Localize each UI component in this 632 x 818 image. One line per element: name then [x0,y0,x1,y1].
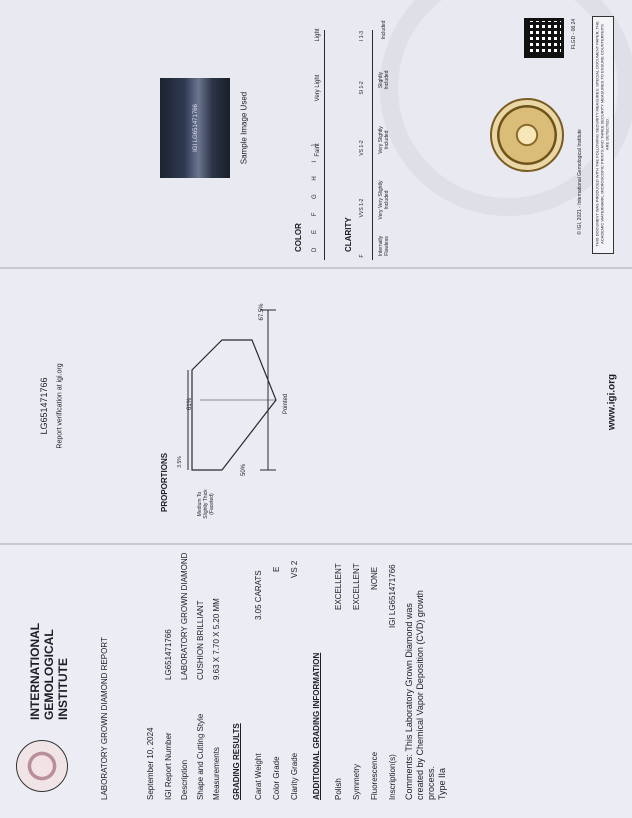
row-label-clarity: Clarity Grade [290,752,299,800]
color-grades: D E F G H I J [312,138,318,252]
igi-gold-seal [490,98,564,172]
clarity-grade-i: I 1-3 [359,30,365,42]
color-heading: COLOR [294,223,303,252]
row-value-polish: EXCELLENT [334,563,343,610]
proportions-diagram [180,296,300,496]
row-value-shape: CUSHION BRILLIANT [196,600,205,680]
sample-image-caption: Sample Image Used [239,91,249,165]
clarity-grade-vs: VS 1-2 [359,140,365,156]
row-label-shape: Shape and Cutting Style [196,713,205,800]
color-scale-line [324,30,325,260]
qr-code[interactable] [524,18,564,58]
form-code: FLGD - 08.24 [571,18,577,50]
clarity-desc-if: Internally Flawless [378,235,390,257]
additional-grading-heading: ADDITIONAL GRADING INFORMATION [312,652,321,800]
clarity-heading: CLARITY [344,217,353,252]
report-date: September 10, 2024 [146,727,155,800]
proportions-heading: PROPORTIONS [160,452,169,512]
row-value-inscription: IGI LG651471766 [388,564,397,628]
copyright: © IGI, 2021 - International Gemological Institute [577,129,583,235]
girdle-label: Medium To Slightly Thick (Faceted) [197,489,215,519]
clarity-grade-vvs: VVS 1-2 [359,198,365,218]
fold-line [0,267,632,269]
verification-note: Report verification at igi.org [56,363,64,449]
igi-logo [16,740,68,792]
girdle-percentage: 3.5% [177,456,183,468]
row-label-measurements: Measurements [212,747,221,800]
row-label-description: Description [180,759,189,800]
row-label-polish: Polish [334,778,343,800]
row-value-clarity: VS 2 [290,560,299,578]
report-number-header: LG651471766 [39,377,49,435]
row-value-report-number: LG651471766 [164,629,173,680]
row-label-carat: Carat Weight [254,753,263,800]
row-value-carat: 3.05 CARATS [254,570,263,620]
clarity-desc-i: Included [381,20,387,40]
clarity-desc-vvs: Very Very Slightly Included [378,180,390,220]
table-percentage: 61% [187,397,193,411]
row-value-description: LABORATORY GROWN DIAMOND [180,552,189,680]
crown-percentage: 50% [241,463,247,477]
row-value-symmetry: EXCELLENT [352,563,361,610]
security-disclaimer: THIS DOCUMENT WAS PRODUCED WITH THE FOLLOWING SECURITY MEASURES: SPECIAL DOCUMENT PAPER, THE ACADEMIC WATERMARK, MICROSCOPIC PRINTS AND THREE SECURITY MEASURES TO ENSURE COUNTERFEITS ARE DETECTED. [594,21,610,247]
clarity-scale-line [372,30,373,260]
culet-label: Pointed [283,393,289,415]
clarity-desc-si: Slightly Included [378,70,390,90]
row-label-fluorescence: Fluorescence [370,751,379,800]
igi-website[interactable]: www.igi.org [606,373,618,431]
clarity-grade-f: F [359,254,365,258]
comments: Comments: This Laboratory Grown Diamond was created by Chemical Vapor Deposition (CVD) growth process. Type IIa [404,590,447,800]
color-scale-very-light: Very Light [315,74,321,102]
row-value-fluorescence: NONE [370,566,379,590]
report-title: LABORATORY GROWN DIAMOND REPORT [100,637,109,800]
row-label-inscription: Inscription(s) [388,754,397,800]
image-inscription: IGI LG651471766 [193,104,199,152]
color-scale-light: Light [315,28,321,42]
row-value-measurements: 9.63 X 7.70 X 5.20 MM [212,598,221,680]
clarity-grade-si: SI 1-2 [359,81,365,95]
report-panel-middle [0,268,632,544]
row-label-report-number: IGI Report Number [164,732,173,800]
depth-percentage: 67.5% [259,303,265,321]
row-value-color: E [272,566,281,572]
fold-line [0,543,632,545]
color-scale-faint: Faint [315,143,321,157]
grading-results-heading: GRADING RESULTS [232,723,241,800]
row-label-symmetry: Symmetry [352,764,361,800]
clarity-desc-vs: Very Slightly Included [378,126,390,154]
institute-name: INTERNATIONAL GEMOLOGICAL INSTITUTE [28,622,70,720]
row-label-color: Color Grade [272,756,281,800]
